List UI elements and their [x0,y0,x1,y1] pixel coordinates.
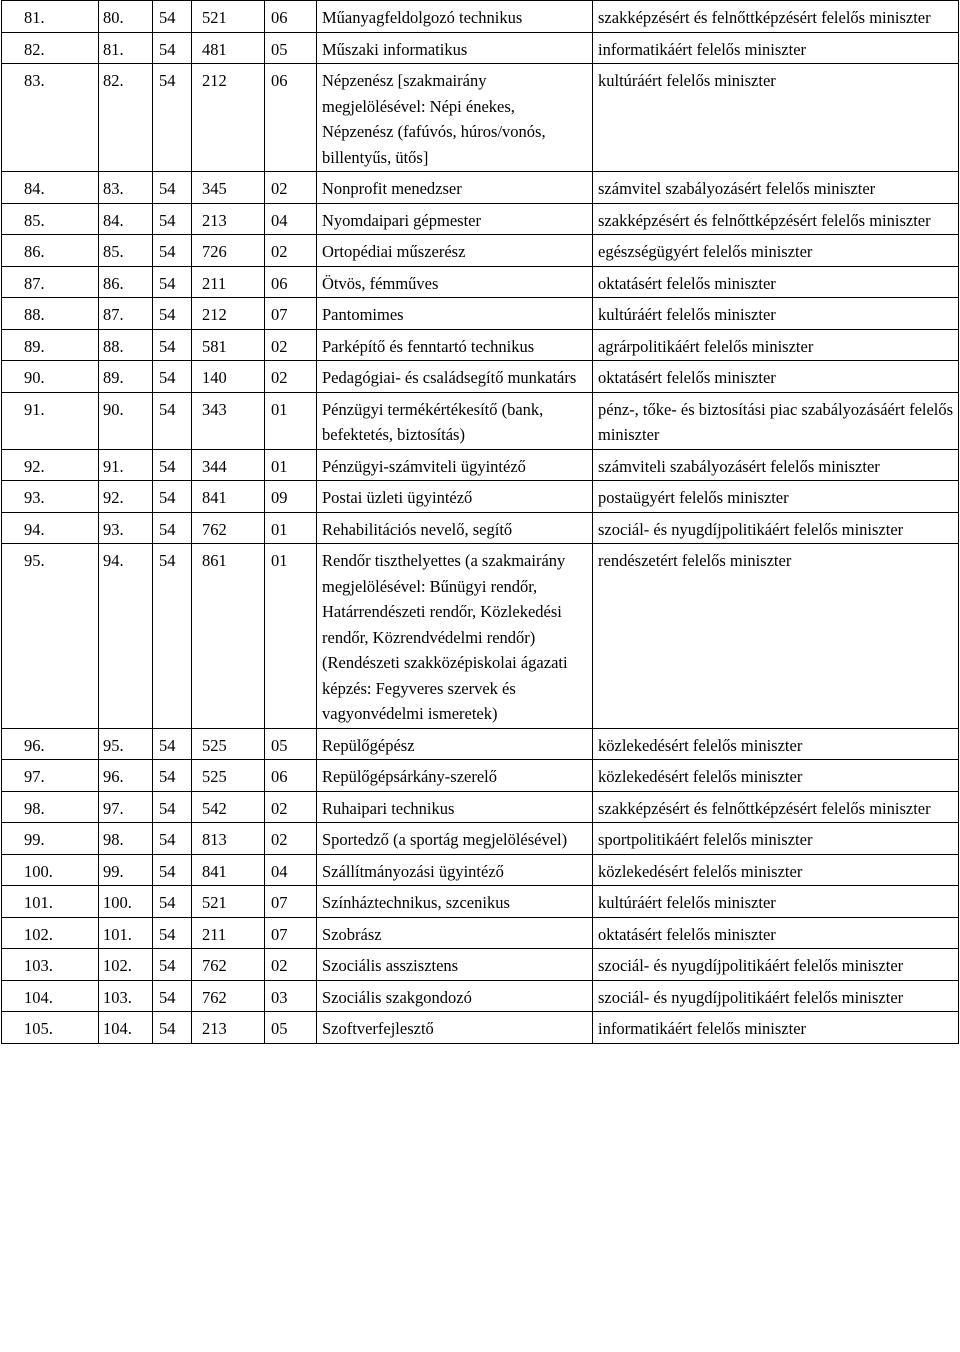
code-part-2-cell: 841 [192,854,265,886]
old-row-number-cell: 96. [99,760,153,792]
code-part-1-cell: 54 [153,823,192,855]
responsible-minister-cell: informatikáért felelős miniszter [593,32,959,64]
table-row [2,235,959,267]
table-row [2,32,959,64]
code-part-1-cell: 54 [153,361,192,393]
qualification-name-cell: Szociális szakgondozó [317,980,593,1012]
row-number-cell: 86. [2,235,99,267]
old-row-number-cell: 100. [99,886,153,918]
qualification-name-cell: Pantomimes [317,298,593,330]
code-part-1-cell: 54 [153,449,192,481]
qualification-name-cell: Pénzügyi-számviteli ügyintéző [317,449,593,481]
responsible-minister-cell: oktatásért felelős miniszter [593,917,959,949]
old-row-number-cell: 95. [99,728,153,760]
row-number-cell: 92. [2,449,99,481]
table-row [2,980,959,1012]
table-row [2,392,959,449]
row-number-cell: 89. [2,329,99,361]
qualification-name-cell: Ortopédiai műszerész [317,235,593,267]
row-number-cell: 98. [2,791,99,823]
table-row [2,1,959,33]
code-part-1-cell: 54 [153,392,192,449]
responsible-minister-cell: számviteli szabályozásért felelős miniszter [593,449,959,481]
code-part-2-cell: 213 [192,1012,265,1044]
table-row [2,544,959,729]
row-number-cell: 99. [2,823,99,855]
responsible-minister-cell: oktatásért felelős miniszter [593,361,959,393]
table-row [2,791,959,823]
code-part-2-cell: 211 [192,917,265,949]
table-row [2,949,959,981]
code-part-2-cell: 762 [192,512,265,544]
code-part-1-cell: 54 [153,1012,192,1044]
row-number-cell: 88. [2,298,99,330]
code-part-1-cell: 54 [153,917,192,949]
code-part-1-cell: 54 [153,854,192,886]
qualification-name-cell: Műanyagfeldolgozó technikus [317,1,593,33]
table-row [2,886,959,918]
row-number-cell: 85. [2,203,99,235]
row-number-cell: 104. [2,980,99,1012]
responsible-minister-cell: szociál- és nyugdíjpolitikáért felelős miniszter [593,980,959,1012]
code-part-3-cell: 05 [265,32,317,64]
code-part-1-cell: 54 [153,266,192,298]
qualification-name-cell: Rendőr tiszthelyettes (a szakmairány megjelölésével: Bűnügyi rendőr, Határrendészeti rendőr, Közlekedési rendőr, Közrendvédelmi rendőr) (Rendészeti szakközépiskolai ágazati képzés: Fegyveres szervek és vagyonvédelmi ismeretek) [317,544,593,729]
row-number-cell: 82. [2,32,99,64]
responsible-minister-cell: kultúráért felelős miniszter [593,298,959,330]
code-part-1-cell: 54 [153,32,192,64]
code-part-3-cell: 05 [265,728,317,760]
code-part-3-cell: 07 [265,886,317,918]
qualification-table [1,0,959,1044]
row-number-cell: 96. [2,728,99,760]
qualification-name-cell: Színháztechnikus, szcenikus [317,886,593,918]
code-part-1-cell: 54 [153,329,192,361]
qualification-table-body [2,1,959,1044]
old-row-number-cell: 94. [99,544,153,729]
old-row-number-cell: 85. [99,235,153,267]
code-part-3-cell: 01 [265,512,317,544]
row-number-cell: 102. [2,917,99,949]
responsible-minister-cell: közlekedésért felelős miniszter [593,854,959,886]
code-part-3-cell: 02 [265,791,317,823]
row-number-cell: 87. [2,266,99,298]
old-row-number-cell: 84. [99,203,153,235]
table-row [2,917,959,949]
responsible-minister-cell: postaügyért felelős miniszter [593,481,959,513]
old-row-number-cell: 90. [99,392,153,449]
code-part-2-cell: 213 [192,203,265,235]
qualification-name-cell: Sportedző (a sportág megjelölésével) [317,823,593,855]
responsible-minister-cell: egészségügyért felelős miniszter [593,235,959,267]
qualification-name-cell: Szállítmányozási ügyintéző [317,854,593,886]
old-row-number-cell: 102. [99,949,153,981]
old-row-number-cell: 89. [99,361,153,393]
old-row-number-cell: 98. [99,823,153,855]
qualification-name-cell: Rehabilitációs nevelő, segítő [317,512,593,544]
code-part-2-cell: 813 [192,823,265,855]
responsible-minister-cell: oktatásért felelős miniszter [593,266,959,298]
code-part-1-cell: 54 [153,64,192,172]
code-part-3-cell: 07 [265,298,317,330]
qualification-name-cell: Nyomdaipari gépmester [317,203,593,235]
responsible-minister-cell: szociál- és nyugdíjpolitikáért felelős miniszter [593,949,959,981]
responsible-minister-cell: szociál- és nyugdíjpolitikáért felelős miniszter [593,512,959,544]
code-part-1-cell: 54 [153,544,192,729]
code-part-2-cell: 525 [192,760,265,792]
table-row [2,1012,959,1044]
row-number-cell: 103. [2,949,99,981]
qualification-name-cell: Repülőgépsárkány-szerelő [317,760,593,792]
old-row-number-cell: 80. [99,1,153,33]
code-part-1-cell: 54 [153,980,192,1012]
old-row-number-cell: 92. [99,481,153,513]
table-row [2,481,959,513]
code-part-3-cell: 07 [265,917,317,949]
old-row-number-cell: 86. [99,266,153,298]
code-part-1-cell: 54 [153,949,192,981]
qualification-name-cell: Népzenész [szakmairány megjelölésével: Népi énekes, Népzenész (fafúvós, húros/vonós, billentyűs, ütős] [317,64,593,172]
responsible-minister-cell: szakképzésért és felnőttképzésért felelős miniszter [593,791,959,823]
code-part-2-cell: 525 [192,728,265,760]
table-row [2,203,959,235]
qualification-name-cell: Postai üzleti ügyintéző [317,481,593,513]
old-row-number-cell: 81. [99,32,153,64]
old-row-number-cell: 101. [99,917,153,949]
code-part-3-cell: 01 [265,544,317,729]
table-row [2,64,959,172]
code-part-3-cell: 06 [265,1,317,33]
responsible-minister-cell: informatikáért felelős miniszter [593,1012,959,1044]
code-part-3-cell: 06 [265,266,317,298]
qualification-name-cell: Pedagógiai- és családsegítő munkatárs [317,361,593,393]
qualification-name-cell: Műszaki informatikus [317,32,593,64]
code-part-1-cell: 54 [153,235,192,267]
table-row [2,449,959,481]
row-number-cell: 83. [2,64,99,172]
code-part-1-cell: 54 [153,728,192,760]
code-part-2-cell: 140 [192,361,265,393]
code-part-2-cell: 344 [192,449,265,481]
table-row [2,172,959,204]
row-number-cell: 90. [2,361,99,393]
code-part-3-cell: 02 [265,235,317,267]
code-part-2-cell: 343 [192,392,265,449]
row-number-cell: 100. [2,854,99,886]
table-row [2,728,959,760]
code-part-2-cell: 521 [192,886,265,918]
code-part-2-cell: 581 [192,329,265,361]
code-part-2-cell: 762 [192,980,265,1012]
responsible-minister-cell: pénz-, tőke- és biztosítási piac szabályozásáért felelős miniszter [593,392,959,449]
code-part-3-cell: 04 [265,854,317,886]
code-part-3-cell: 02 [265,172,317,204]
row-number-cell: 105. [2,1012,99,1044]
code-part-2-cell: 345 [192,172,265,204]
code-part-2-cell: 212 [192,298,265,330]
qualification-name-cell: Szobrász [317,917,593,949]
responsible-minister-cell: szakképzésért és felnőttképzésért felelős miniszter [593,1,959,33]
code-part-1-cell: 54 [153,298,192,330]
row-number-cell: 84. [2,172,99,204]
old-row-number-cell: 88. [99,329,153,361]
table-row [2,512,959,544]
code-part-2-cell: 726 [192,235,265,267]
row-number-cell: 81. [2,1,99,33]
old-row-number-cell: 104. [99,1012,153,1044]
code-part-2-cell: 861 [192,544,265,729]
code-part-3-cell: 02 [265,361,317,393]
code-part-1-cell: 54 [153,512,192,544]
qualification-name-cell: Ruhaipari technikus [317,791,593,823]
code-part-3-cell: 01 [265,449,317,481]
old-row-number-cell: 99. [99,854,153,886]
old-row-number-cell: 91. [99,449,153,481]
old-row-number-cell: 83. [99,172,153,204]
table-row [2,361,959,393]
responsible-minister-cell: rendészetért felelős miniszter [593,544,959,729]
code-part-3-cell: 06 [265,760,317,792]
code-part-2-cell: 542 [192,791,265,823]
code-part-2-cell: 481 [192,32,265,64]
code-part-1-cell: 54 [153,481,192,513]
table-row [2,298,959,330]
row-number-cell: 93. [2,481,99,513]
row-number-cell: 97. [2,760,99,792]
code-part-1-cell: 54 [153,203,192,235]
code-part-2-cell: 841 [192,481,265,513]
qualification-name-cell: Nonprofit menedzser [317,172,593,204]
code-part-3-cell: 09 [265,481,317,513]
code-part-2-cell: 212 [192,64,265,172]
responsible-minister-cell: közlekedésért felelős miniszter [593,760,959,792]
table-row [2,823,959,855]
table-row [2,266,959,298]
qualification-name-cell: Szoftverfejlesztő [317,1012,593,1044]
qualification-name-cell: Ötvös, fémműves [317,266,593,298]
qualification-name-cell: Pénzügyi termékértékesítő (bank, befektetés, biztosítás) [317,392,593,449]
row-number-cell: 101. [2,886,99,918]
code-part-2-cell: 211 [192,266,265,298]
responsible-minister-cell: közlekedésért felelős miniszter [593,728,959,760]
responsible-minister-cell: kultúráért felelős miniszter [593,64,959,172]
code-part-1-cell: 54 [153,760,192,792]
code-part-2-cell: 762 [192,949,265,981]
qualification-name-cell: Parképítő és fenntartó technikus [317,329,593,361]
table-row [2,760,959,792]
table-row [2,854,959,886]
code-part-3-cell: 05 [265,1012,317,1044]
code-part-1-cell: 54 [153,791,192,823]
table-row [2,329,959,361]
code-part-3-cell: 02 [265,949,317,981]
responsible-minister-cell: szakképzésért és felnőttképzésért felelős miniszter [593,203,959,235]
responsible-minister-cell: kultúráért felelős miniszter [593,886,959,918]
code-part-2-cell: 521 [192,1,265,33]
row-number-cell: 94. [2,512,99,544]
old-row-number-cell: 82. [99,64,153,172]
code-part-3-cell: 02 [265,823,317,855]
old-row-number-cell: 97. [99,791,153,823]
row-number-cell: 95. [2,544,99,729]
old-row-number-cell: 103. [99,980,153,1012]
old-row-number-cell: 93. [99,512,153,544]
responsible-minister-cell: számvitel szabályozásért felelős miniszter [593,172,959,204]
code-part-1-cell: 54 [153,1,192,33]
old-row-number-cell: 87. [99,298,153,330]
responsible-minister-cell: agrárpolitikáért felelős miniszter [593,329,959,361]
code-part-1-cell: 54 [153,172,192,204]
code-part-1-cell: 54 [153,886,192,918]
row-number-cell: 91. [2,392,99,449]
qualification-name-cell: Repülőgépész [317,728,593,760]
responsible-minister-cell: sportpolitikáért felelős miniszter [593,823,959,855]
code-part-3-cell: 06 [265,64,317,172]
code-part-3-cell: 03 [265,980,317,1012]
qualification-name-cell: Szociális asszisztens [317,949,593,981]
code-part-3-cell: 04 [265,203,317,235]
code-part-3-cell: 01 [265,392,317,449]
code-part-3-cell: 02 [265,329,317,361]
